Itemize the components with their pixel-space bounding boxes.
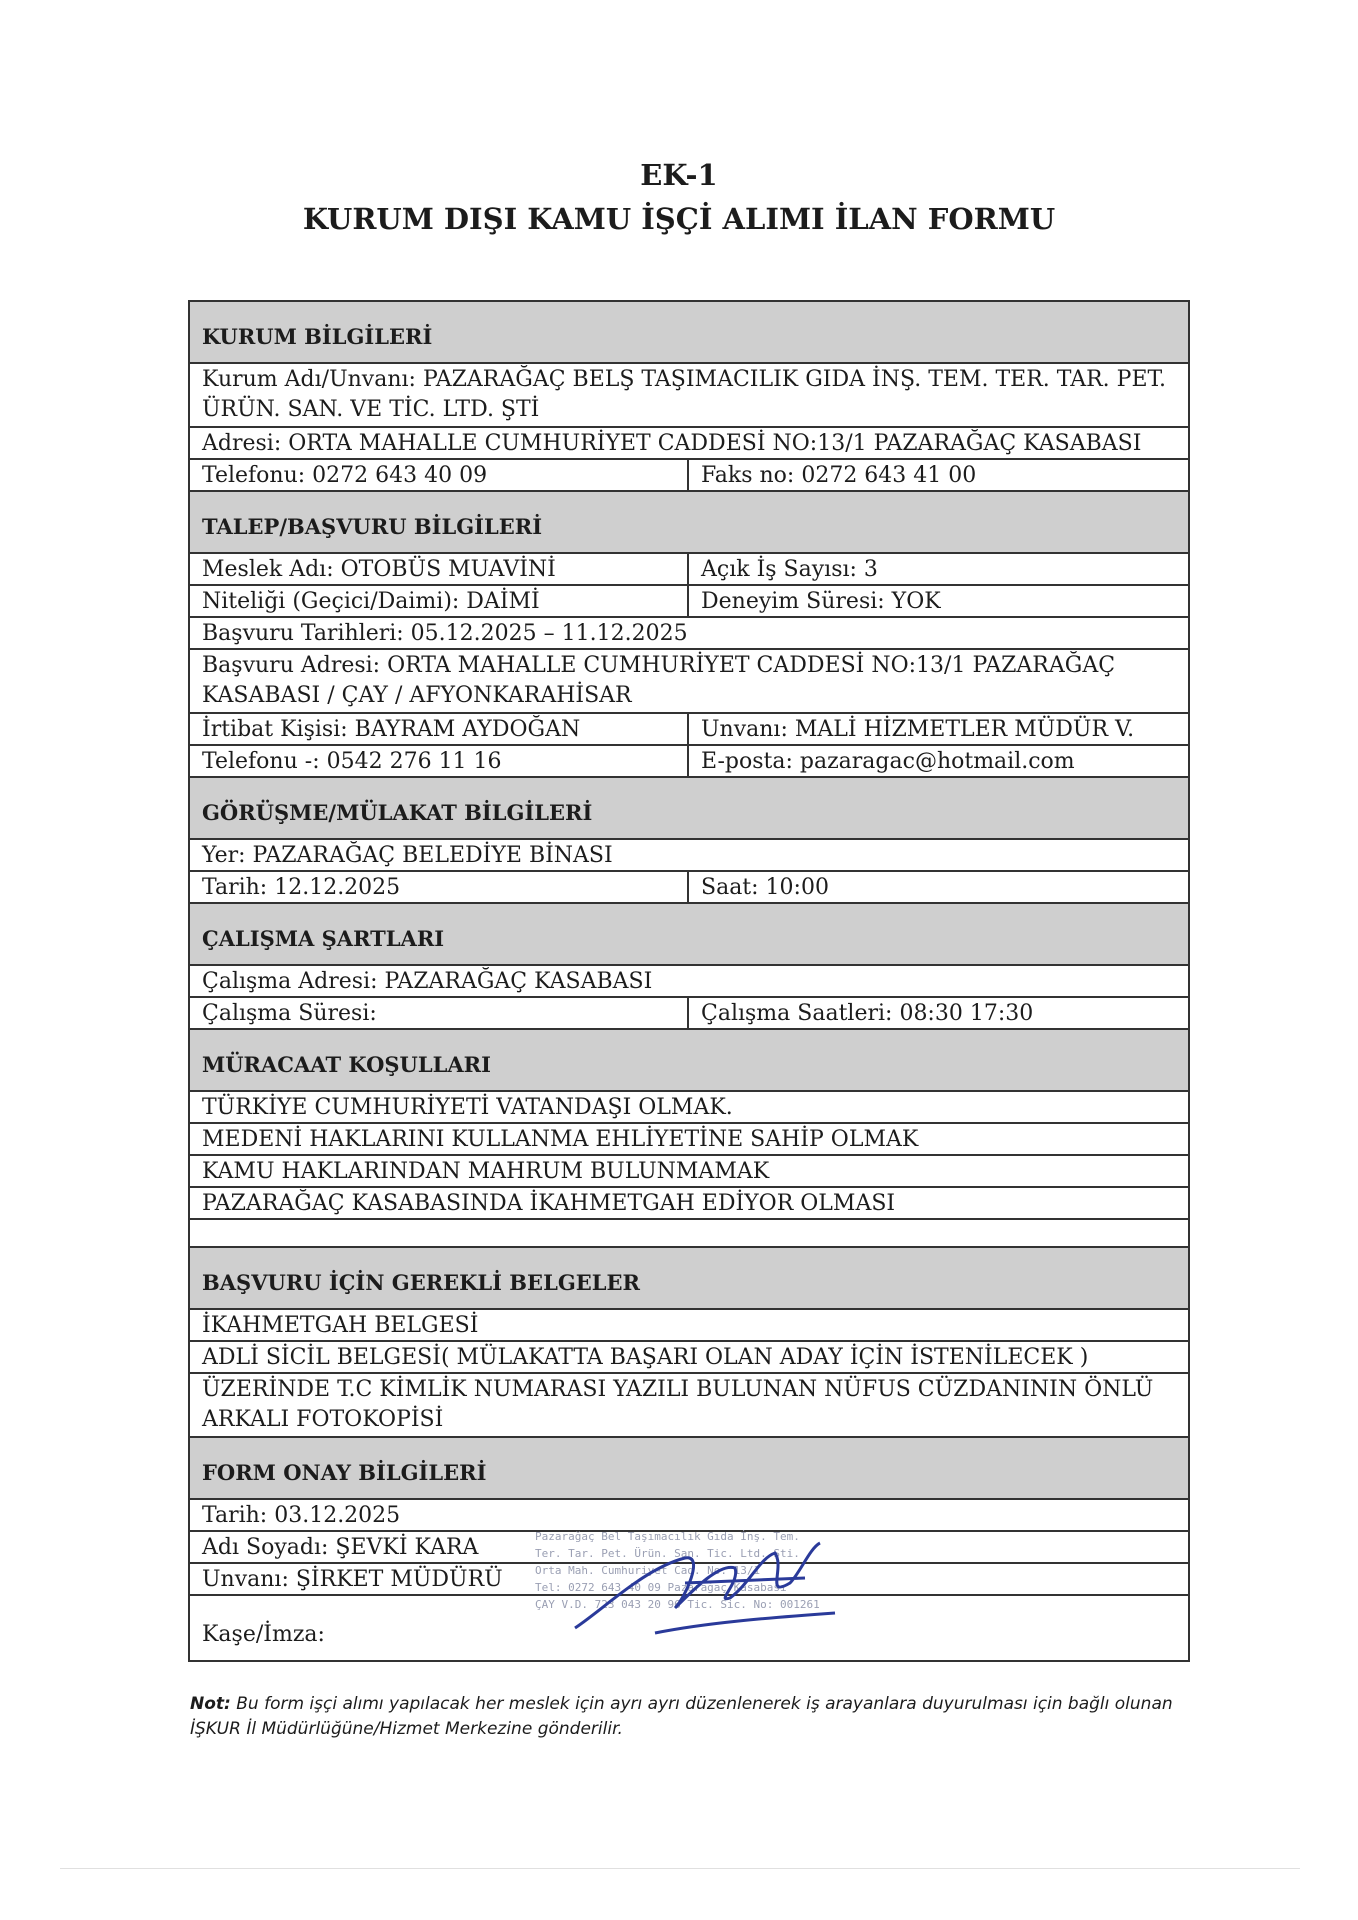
institution-fax: Faks no: 0272 643 41 00 — [701, 463, 977, 488]
list-item — [190, 1156, 1188, 1188]
section-heading-talep: TALEP/BAŞVURU BİLGİLERİ — [190, 492, 1188, 554]
stamp-line: Pazarağaç Bel Taşımacılık Gıda İnş. Tem. — [535, 1530, 800, 1543]
contact-title: Unvanı: MALİ HİZMETLER MÜDÜR V. — [701, 717, 1135, 742]
form-row — [190, 746, 1188, 778]
list-item — [190, 1374, 1188, 1438]
interview-place: Yer: PAZARAĞAÇ BELEDİYE BİNASI — [202, 843, 613, 868]
stamp-line: Tel: 0272 643 40 09 Pazarağaç Kasabası — [535, 1581, 787, 1594]
document-item: ADLİ SİCİL BELGESİ( MÜLAKATTA BAŞARI OLAN ADAY İÇİN İSTENİLECEK ) — [202, 1345, 1089, 1370]
form-row — [190, 966, 1188, 998]
stamp-line: Ter. Tar. Pet. Ürün. San. Tic. Ltd. Şti. — [535, 1547, 800, 1560]
footer-divider — [60, 1868, 1300, 1869]
requirement-item: TÜRKİYE CUMHURİYETİ VATANDAŞI OLMAK. — [202, 1095, 733, 1120]
approval-date: Tarih: 03.12.2025 — [202, 1503, 401, 1528]
footnote — [190, 1692, 1200, 1742]
form-row — [190, 714, 1188, 746]
requirement-item: MEDENİ HAKLARINI KULLANMA EHLİYETİNE SAHİP OLMAK — [202, 1127, 919, 1152]
form-row — [190, 364, 1188, 428]
form-row — [190, 618, 1188, 650]
section-heading-kurum: KURUM BİLGİLERİ — [190, 302, 1188, 364]
section-heading-calisma: ÇALIŞMA ŞARTLARI — [190, 904, 1188, 966]
stamp-line: ÇAY V.D. 723 043 20 96 Tic. Sic. No: 001261 — [535, 1598, 820, 1611]
stamp-signature-label: Kaşe/İmza: — [202, 1622, 325, 1647]
footnote-text: Bu form işçi alımı yapılacak her meslek için ayrı ayrı düzenlenerek iş arayanlara duyurulması için bağlı olunan İŞKUR İl Müdürlüğüne/Hizmet Merkezine gönderilir. — [190, 1694, 1173, 1739]
work-hours: Çalışma Saatleri: 08:30 17:30 — [701, 1001, 1034, 1026]
announcement-form — [188, 300, 1190, 1662]
experience: Deneyim Süresi: YOK — [701, 589, 941, 614]
section-heading-belgeler: BAŞVURU İÇİN GEREKLİ BELGELER — [190, 1248, 1188, 1310]
list-item — [190, 1342, 1188, 1374]
job-nature: Niteliği (Geçici/Daimi): DAİMİ — [190, 586, 689, 616]
form-row — [190, 586, 1188, 618]
section-heading-muracaat: MÜRACAAT KOŞULLARI — [190, 1030, 1188, 1092]
company-stamp — [535, 1528, 855, 1644]
form-row — [190, 840, 1188, 872]
requirement-item: KAMU HAKLARINDAN MAHRUM BULUNMAMAK — [202, 1159, 770, 1184]
form-row — [190, 872, 1188, 904]
open-positions: Açık İş Sayısı: 3 — [701, 557, 878, 582]
section-heading-gorusme: GÖRÜŞME/MÜLAKAT BİLGİLERİ — [190, 778, 1188, 840]
section-heading-onay: FORM ONAY BİLGİLERİ — [190, 1438, 1188, 1500]
list-item — [190, 1124, 1188, 1156]
list-item — [190, 1220, 1188, 1248]
interview-time: Saat: 10:00 — [701, 875, 829, 900]
form-code: EK-1 — [640, 158, 718, 192]
institution-address: Adresi: ORTA MAHALLE CUMHURİYET CADDESİ NO:13/1 PAZARAĞAÇ KASABASI — [202, 431, 1142, 456]
form-title: KURUM DIŞI KAMU İŞÇİ ALIMI İLAN FORMU — [302, 202, 1056, 236]
form-row — [190, 998, 1188, 1030]
work-address: Çalışma Adresi: PAZARAĞAÇ KASABASI — [202, 969, 653, 994]
list-item — [190, 1092, 1188, 1124]
form-row — [190, 460, 1188, 492]
requirement-item: PAZARAĞAÇ KASABASINDA İKAHMETGAH EDİYOR OLMASI — [202, 1191, 896, 1216]
approver-title: Unvanı: ŞİRKET MÜDÜRÜ — [202, 1567, 503, 1592]
document-item: ÜZERİNDE T.C KİMLİK NUMARASI YAZILI BULUNAN NÜFUS CÜZDANININ ÖNLÜ ARKALI FOTOKOPİSİ — [202, 1377, 1154, 1432]
contact-person: İrtibat Kişisi: BAYRAM AYDOĞAN — [190, 714, 689, 744]
form-row — [190, 428, 1188, 460]
institution-name: Kurum Adı/Unvanı: PAZARAĞAÇ BELŞ TAŞIMACILIK GIDA İNŞ. TEM. TER. TAR. PET. ÜRÜN. SAN. VE TİC. LTD. ŞTİ — [202, 367, 1166, 422]
institution-phone: Telefonu: 0272 643 40 09 — [190, 460, 689, 490]
work-duration: Çalışma Süresi: — [190, 998, 689, 1028]
contact-phone: Telefonu -: 0542 276 11 16 — [190, 746, 689, 776]
form-row — [190, 650, 1188, 714]
application-address: Başvuru Adresi: ORTA MAHALLE CUMHURİYET CADDESİ NO:13/1 PAZARAĞAÇ KASABASI / ÇAY / AFYONKARAHİSAR — [202, 653, 1116, 708]
application-dates: Başvuru Tarihleri: 05.12.2025 – 11.12.2025 — [202, 621, 688, 646]
contact-email: E-posta: pazaragac@hotmail.com — [701, 749, 1075, 774]
document-item: İKAHMETGAH BELGESİ — [202, 1313, 479, 1338]
footnote-label: Not: — [190, 1694, 231, 1714]
list-item — [190, 1188, 1188, 1220]
requirement-item — [190, 1220, 1188, 1246]
signature-icon — [535, 1528, 855, 1644]
approver-name: Adı Soyadı: ŞEVKİ KARA — [202, 1535, 479, 1560]
form-row — [190, 554, 1188, 586]
profession-name: Meslek Adı: OTOBÜS MUAVİNİ — [190, 554, 689, 584]
list-item — [190, 1310, 1188, 1342]
interview-date: Tarih: 12.12.2025 — [190, 872, 689, 902]
stamp-line: Orta Mah. Cumhuriyet Cad. No. 13/1 — [535, 1564, 761, 1577]
